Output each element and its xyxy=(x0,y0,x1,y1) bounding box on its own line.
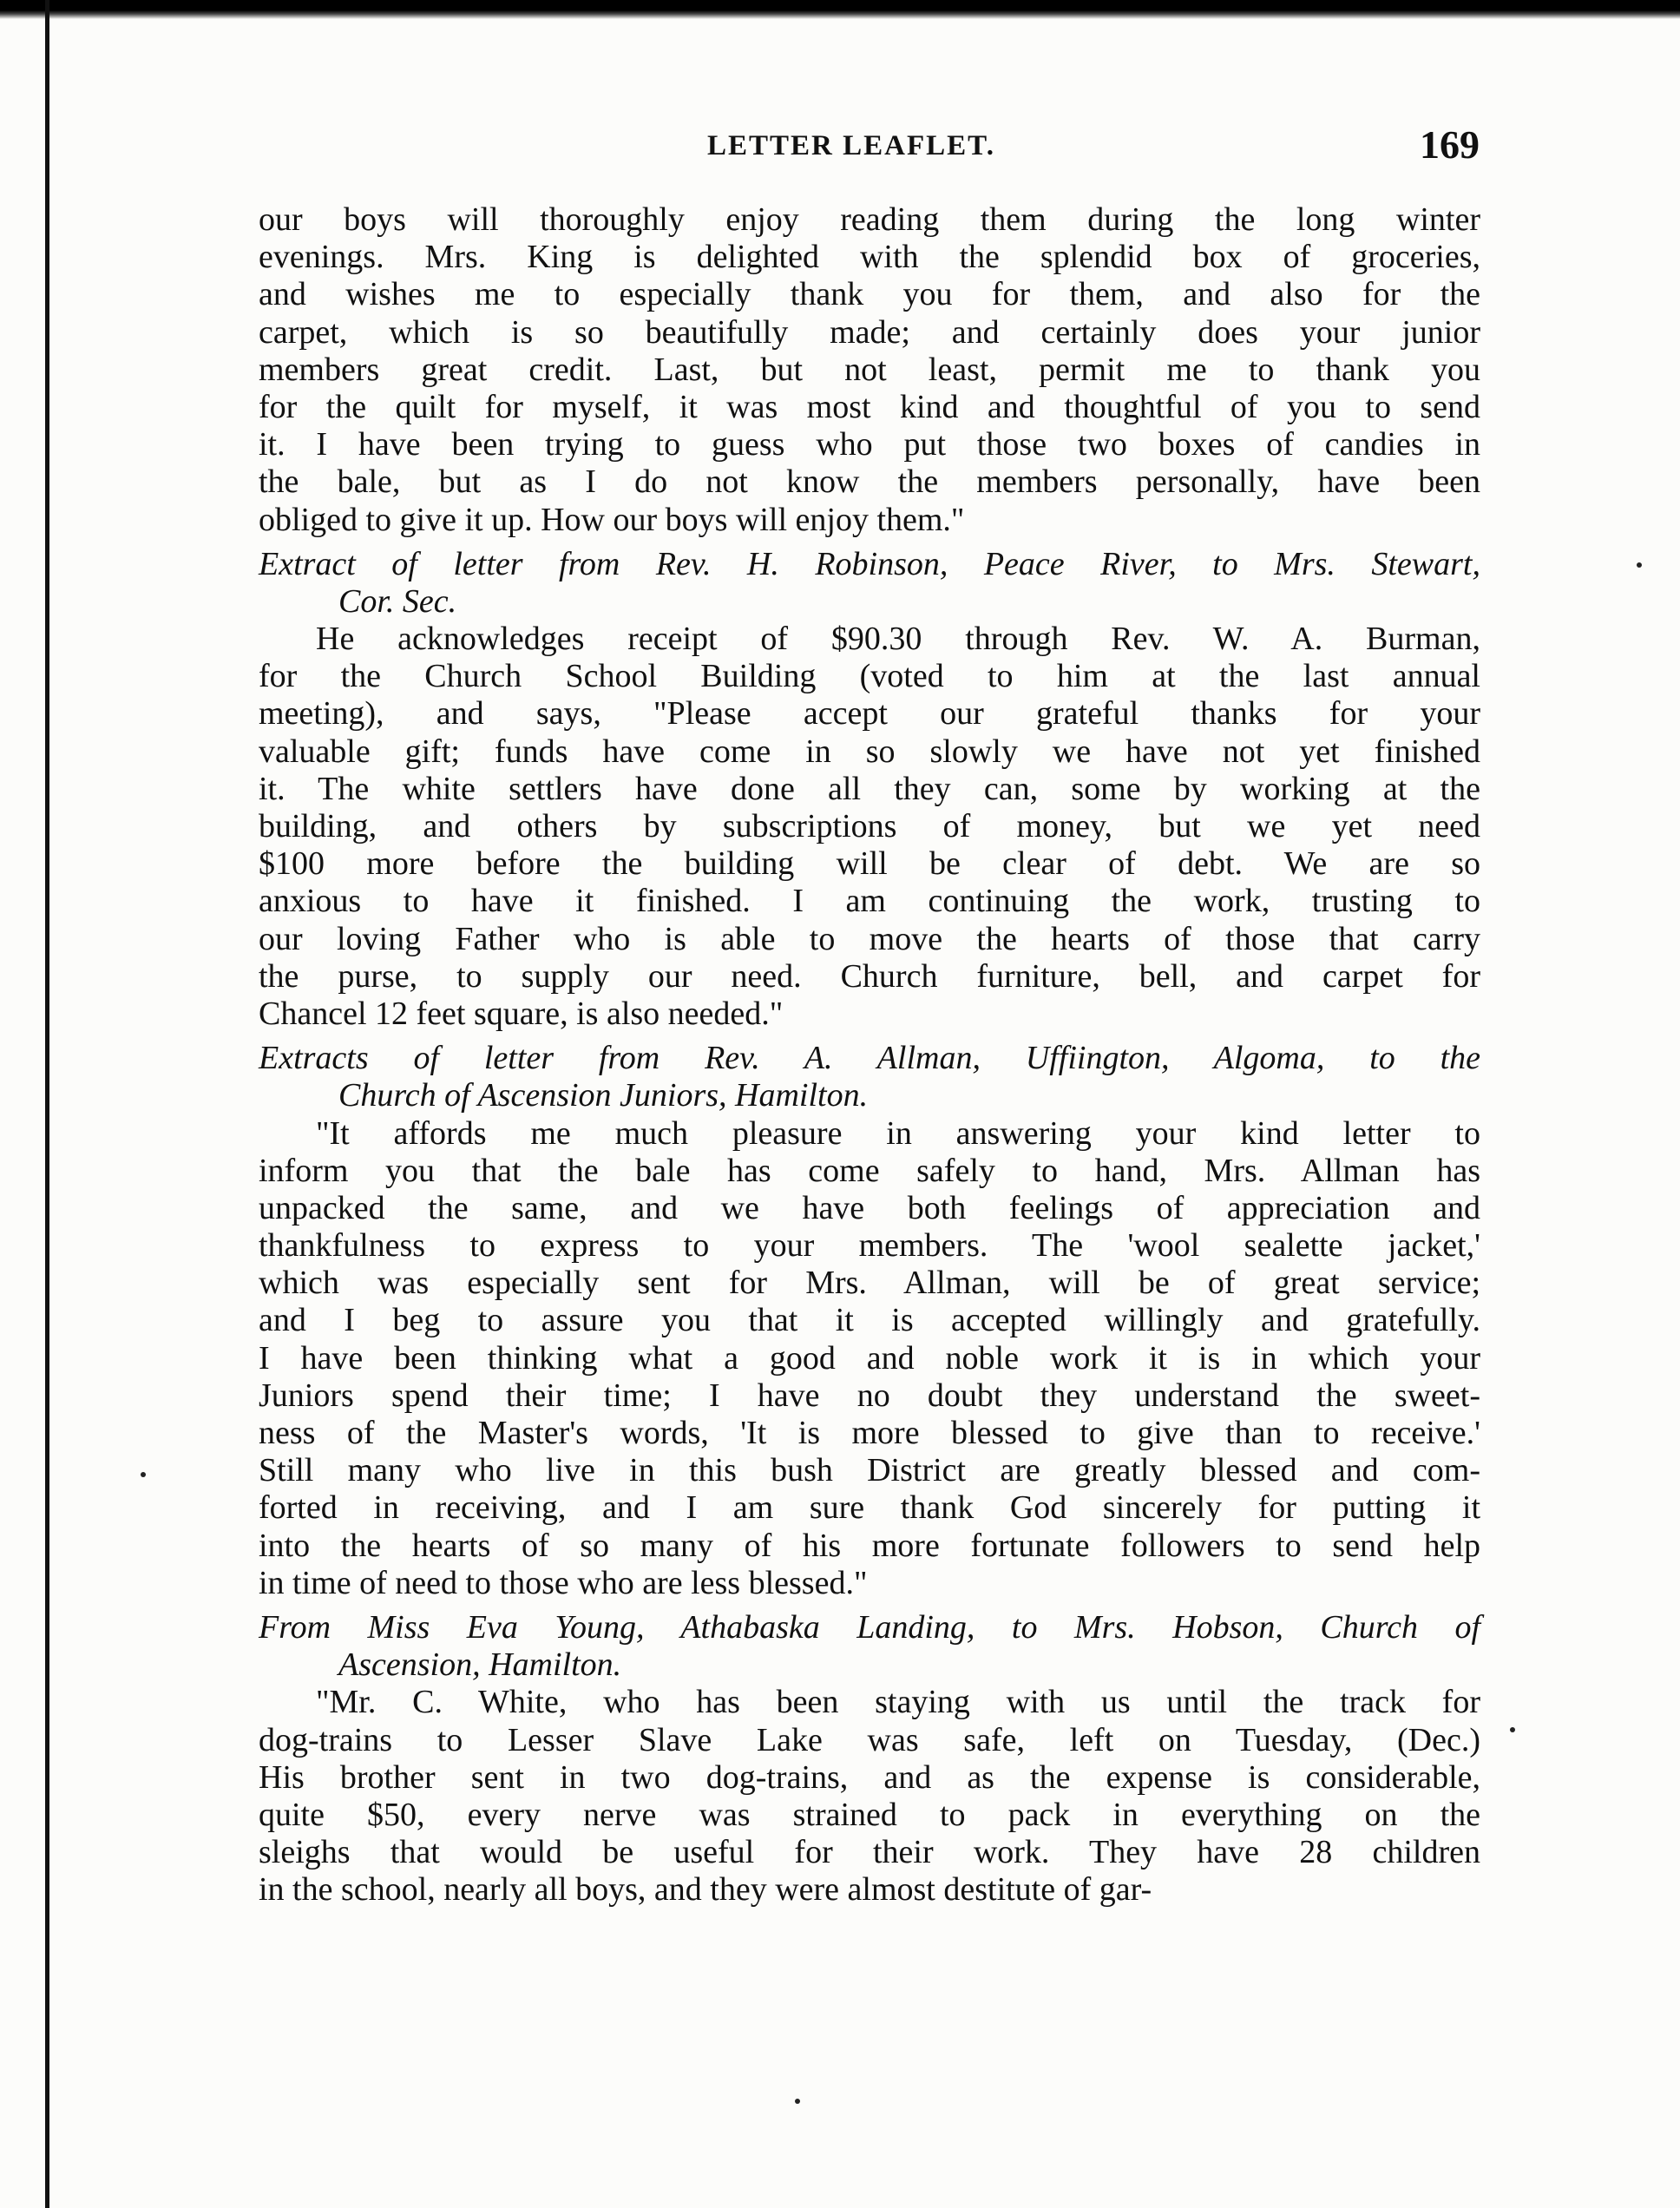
section-heading: From Miss Eva Young, Athabaska Landing, to Mrs. Hobson, Church of xyxy=(259,1608,1480,1646)
text-line: His brother sent in two dog-trains, and as the expense is considerable, xyxy=(259,1758,1480,1796)
text-line: forted in receiving, and I am sure thank God sincerely for putting it xyxy=(259,1489,1480,1527)
scan-binding-edge xyxy=(45,0,49,2208)
text-line: He acknowledges receipt of $90.30 through Rev. W. A. Burman, xyxy=(316,621,1480,658)
text-line: Chancel 12 feet square, is also needed." xyxy=(259,995,784,1032)
scan-speck xyxy=(1637,562,1642,568)
scan-speck xyxy=(141,1472,146,1477)
text-line: the bale, but as I do not know the members personally, have been xyxy=(259,463,1480,501)
text-line: meeting), and says, "Please accept our grateful thanks for your xyxy=(259,695,1480,733)
text-line: building, and others by subscriptions of money, but we yet need xyxy=(259,808,1480,844)
text-line: dog-trains to Lesser Slave Lake was safe, left on Tuesday, (Dec.) xyxy=(259,1721,1480,1758)
text-line: "Mr. C. White, who has been staying with us until the track for xyxy=(316,1684,1480,1721)
text-line: and I beg to assure you that it is accepted willingly and gratefully. xyxy=(259,1302,1480,1339)
text-line: valuable gift; funds have come in so slowly we have not yet finished xyxy=(259,733,1480,770)
text-line: quite $50, every nerve was strained to pack in everything on the xyxy=(259,1796,1480,1833)
text-line: inform you that the bale has come safely to hand, Mrs. Allman has xyxy=(259,1152,1480,1189)
section-heading: Extract of letter from Rev. H. Robinson, Peace River, to Mrs. Stewart, xyxy=(259,545,1480,582)
scan-speck xyxy=(795,2099,800,2104)
text-line: sleighs that would be useful for their work. They have 28 children xyxy=(259,1834,1480,1871)
text-line: in the school, nearly all boys, and they were almost destitute of gar- xyxy=(259,1871,1152,1909)
text-line: ness of the Master's words, 'It is more blessed to give than to receive.' xyxy=(259,1415,1480,1451)
text-line: unpacked the same, and we have both feelings of appreciation and xyxy=(259,1189,1480,1226)
text-line: carpet, which is so beautifully made; and certainly does your junior xyxy=(259,313,1480,351)
section-heading: Ascension, Hamilton. xyxy=(338,1646,622,1684)
text-line: $100 more before the building will be clear of debt. We are so xyxy=(259,845,1480,883)
scan-speck xyxy=(1510,1727,1515,1732)
text-line: it. I have been trying to guess who put those two boxes of candies in xyxy=(259,426,1480,463)
text-line: anxious to have it finished. I am continuing the work, trusting to xyxy=(259,883,1480,920)
text-line: in time of need to those who are less blessed." xyxy=(259,1564,868,1601)
text-line: obliged to give it up. How our boys will enjoy them." xyxy=(259,501,965,538)
text-line: it. The white settlers have done all they can, some by working at the xyxy=(259,770,1480,807)
text-line: into the hearts of so many of his more fortunate followers to send help xyxy=(259,1527,1480,1564)
scan-top-edge xyxy=(0,0,1680,19)
section-heading: Extracts of letter from Rev. A. Allman, Uffiington, Algoma, to the xyxy=(259,1040,1480,1077)
text-line: Still many who live in this bush District are greatly blessed and com- xyxy=(259,1452,1480,1489)
text-line: for the Church School Building (voted to him at the last annual xyxy=(259,658,1480,695)
page-number: 169 xyxy=(1420,122,1480,167)
section-heading: Church of Ascension Juniors, Hamilton. xyxy=(338,1077,869,1114)
text-line: evenings. Mrs. King is delighted with the splendid box of groceries, xyxy=(259,239,1480,276)
running-title: LETTER LEAFLET. xyxy=(707,130,995,161)
section-heading: Cor. Sec. xyxy=(338,582,457,620)
text-line: which was especially sent for Mrs. Allman, will be of great service; xyxy=(259,1265,1480,1302)
text-line: "It affords me much pleasure in answering your kind letter to xyxy=(316,1114,1480,1152)
text-line: our boys will thoroughly enjoy reading them during the long winter xyxy=(259,201,1480,238)
text-line: members great credit. Last, but not least, permit me to thank you xyxy=(259,351,1480,388)
text-line: thankfulness to express to your members. The 'wool sealette jacket,' xyxy=(259,1227,1480,1265)
page-header xyxy=(260,122,1480,174)
text-line: and wishes me to especially thank you for them, and also for the xyxy=(259,276,1480,313)
text-line: I have been thinking what a good and noble work it is in which your xyxy=(259,1339,1480,1377)
text-line: the purse, to supply our need. Church furniture, bell, and carpet for xyxy=(259,957,1480,995)
text-line: Juniors spend their time; I have no doubt they understand the sweet- xyxy=(259,1377,1480,1414)
text-line: our loving Father who is able to move the hearts of those that carry xyxy=(259,920,1480,957)
page-body xyxy=(259,201,1480,1909)
text-line: for the quilt for myself, it was most kind and thoughtful of you to send xyxy=(259,388,1480,425)
